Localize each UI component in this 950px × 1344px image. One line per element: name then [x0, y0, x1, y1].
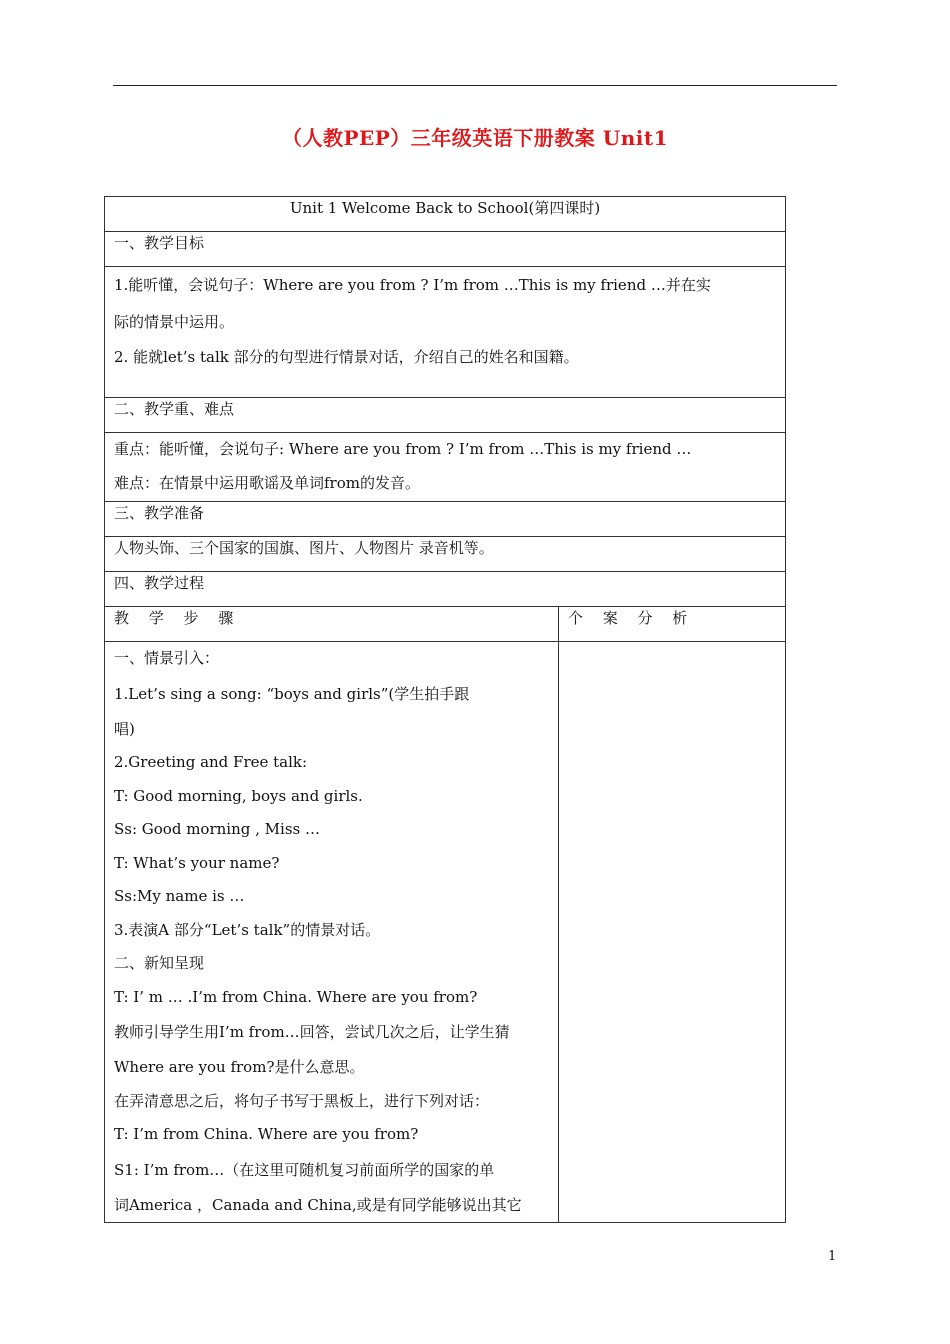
section-body-row: [105, 267, 786, 398]
document-title: （人教PEP）三年级英语下册教案 Unit1: [281, 126, 669, 150]
text-line: 2. 能就let’s talk 部分的句型进行情景对话，介绍自己的姓名和国籍。: [114, 348, 579, 366]
text-line: 难点：在情景中运用歌谣及单词from的发音。: [114, 473, 420, 492]
text-line: Where are you from?是什么意思。: [114, 1058, 365, 1076]
section-heading-row: [105, 398, 786, 433]
section-body-row: [105, 433, 786, 502]
key-points-content: [105, 433, 786, 502]
text-line: S1: I’m from…（在这里可随机复习前面所学的国家的单: [114, 1160, 495, 1179]
text-line: Ss:My name is …: [114, 887, 245, 905]
lesson-plan-table: [104, 196, 786, 1223]
text-line: 教师引导学生用I’m from…回答，尝试几次之后，让学生猜: [114, 1023, 510, 1041]
text-line: T: Good morning, boys and girls.: [114, 786, 363, 805]
text-line: 二、新知呈现: [114, 954, 205, 972]
section-heading-preparation: 三、教学准备: [105, 502, 786, 537]
section-heading-process: 四、教学过程: [105, 572, 786, 607]
column-header-analysis: 个 案 分 析: [559, 607, 786, 642]
text-line: 3.表演A 部分“Let’s talk”的情景对话。: [114, 920, 381, 939]
text-line: 在弄清意思之后，将句子书写于黑板上，进行下列对话：: [114, 1091, 490, 1110]
preparation-content: 人物头饰、三个国家的国旗、图片、人物图片 录音机等。: [105, 537, 786, 572]
section-body-row: [105, 537, 786, 572]
text-line: 词America ，Canada and China,或是有同学能够说出其它: [114, 1195, 522, 1214]
page-number: 1: [828, 1249, 837, 1264]
text-line: 重点：能听懂，会说句子: Where are you from ? I’m from …This is my friend …: [114, 440, 692, 458]
unit-title: Unit 1 Welcome Back to School(第四课时): [105, 197, 786, 232]
column-header-row: [105, 607, 786, 642]
header-rule: [113, 85, 837, 86]
text-line: Ss: Good morning , Miss …: [114, 820, 320, 838]
text-line: 1.能听懂，会说句子：Where are you from ? I’m from …This is my friend …并在实: [114, 276, 711, 294]
text-line: T: I’ m … .I’m from China. Where are you from?: [114, 987, 478, 1006]
section-heading-row: [105, 232, 786, 267]
text-line: 一、情景引入：: [114, 649, 220, 667]
objectives-content: [105, 267, 786, 398]
text-line: T: What’s your name?: [114, 853, 280, 872]
text-line: T: I’m from China. Where are you from?: [114, 1125, 419, 1143]
text-line: 1.Let’s sing a song: “boys and girls”(学生拍手跟: [114, 684, 470, 703]
section-heading-row: [105, 502, 786, 537]
text-line: 际的情景中运用。: [114, 313, 235, 331]
section-heading-objectives: 一、教学目标: [105, 232, 786, 267]
process-analysis-content: [559, 642, 786, 1223]
text-line: 唱): [114, 719, 135, 738]
unit-title-row: [105, 197, 786, 232]
section-heading-row: [105, 572, 786, 607]
section-heading-key-points: 二、教学重、难点: [105, 398, 786, 433]
column-header-steps: 教 学 步 骤: [105, 607, 559, 642]
text-line: 2.Greeting and Free talk:: [114, 753, 308, 771]
process-steps-content: [105, 642, 559, 1223]
process-row: [105, 642, 786, 1223]
